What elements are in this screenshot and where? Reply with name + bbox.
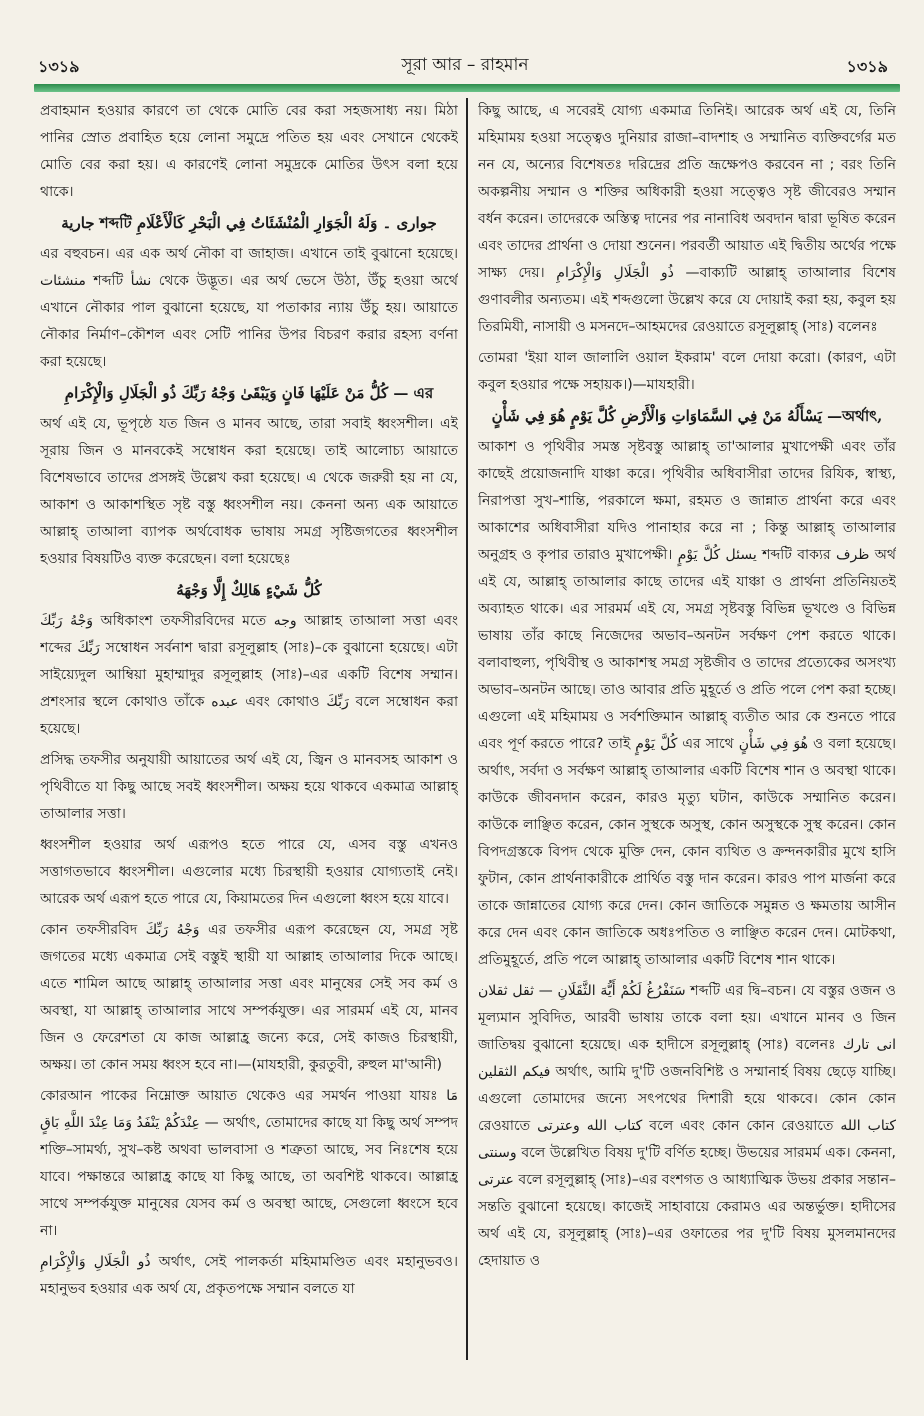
right-column (478, 98, 896, 1360)
paragraph: ذُو الْجَلَالِ وَالْإِكْرَامِ অর্থাৎ, সেই পালকর্তা মহিমামণ্ডিত এবং মহানুভবও। মহানুভব হওয়ার এক অর্থ যে, প্রকৃতপক্ষে সম্মান বলতে যা (40, 1254, 458, 1297)
arabic-verse: يَسْأَلُهُ مَنْ فِي السَّمَاوَاتِ وَالْأَرْضِ كُلَّ يَوْمٍ هُوَ فِي شَأْنٍ —অর্থাৎ, (491, 407, 883, 425)
paragraph: سَنَفْرُغُ لَكُمْ أَيُّهَ الثَّقَلَانِ — ثقل ثقلان শব্দটি এর দ্বি–বচন। যে বস্তুর ওজন ও মূল্যমান সুবিদিত, আরবী ভাষায় তাকে বলা হয়। এখানে মানব ও জিন জাতিদ্বয় বুঝানো হয়েছে। এক হাদীসে রসূলুল্লাহ্ (সাঃ) বলেনঃ انى تارك فيكم الثقلين অর্থাৎ, আমি দু'টি ওজনবিশিষ্ট ও সম্মানার্হ বিষয় ছেড়ে যাচ্ছি। এগুলো তোমাদের জন্যে সৎপথের দিশারী হয়ে থাকবে। কোন কোন রেওয়াতে كتاب الله وعترتى বলে এবং কোন কোন রেওয়াতে كتاب الله وسنتى বলে উল্লেখিত বিষয় দু'টি বর্ণিত হচ্ছে। উভয়ের সারমর্ম এক। কেননা, عترتى বলে রসূলুল্লাহ্ (সাঃ)–এর বংশগত ও আধ্যাত্মিক উভয় প্রকার সন্তান–সন্ততি বুঝানো হয়েছে। কাজেই সাহাবায়ে কেরামও এর অন্তর্ভুক্ত। হাদীসের অর্থ এই যে, রসূলুল্লাহ্ (সাঃ)–এর ওফাতের পর দু'টি বিষয় মুসলমানদের হেদায়াত ও (478, 983, 896, 1269)
paragraph: কোন তফসীরবিদ وَجْهُ رَبِّكَ এর তফসীর এরূপ করেছেন যে, সমগ্র সৃষ্ট জগতের মধ্যে একমাত্র সেই বস্তুই স্থায়ী যা আল্লাহ তাআলার দিকে আছে। এতে শামিল আছে আল্লাহ্ তাআলার সত্তা এবং মানুষের সেই সব কর্ম ও অবস্থা, যা আল্লাহ্ তাআলার সাথে সম্পর্কযুক্ত। এর সারমর্ম এই যে, মানব জিন ও ফেরেশতা যে কাজ আল্লাহ্র জন্যে করে, সেই কাজও চিরস্থায়ী, অক্ষয়। তা কোন সময় ধ্বংস হবে না।—(মাযহারী, কুরতুবী, রুহুল মা'আনী) (40, 922, 458, 1073)
header-rule (34, 84, 900, 92)
paragraph: অর্থ এই যে, ভূপৃষ্ঠে যত জিন ও মানব আছে, তারা সবাই ধ্বংসশীল। এই সূরায় জিন ও মানবকেই সম্বোধন করা হয়েছে। তাই আলোচ্য আয়াতে বিশেষভাবে তাদের প্রসঙ্গই উল্লেখ করা হয়েছে। এ থেকে জরুরী হয় না যে, আকাশ ও আকাশস্থিত সৃষ্ট বস্তু ধ্বংসশীল নয়। কেননা অন্য এক আয়াতে আল্লাহ্ তাআলা ব্যাপক অর্থবোধক ভাষায় সমগ্র সৃষ্টিজগতের ধ্বংসশীল হওয়ার বিষয়টিও ব্যক্ত করেছেন। বলা হয়েছেঃ (40, 416, 458, 567)
column-divider (466, 98, 468, 1360)
arabic-verse: جارية শব্দটি جوارى ۔ وَلَهُ الْجَوَارِ الْمُنْشَئَاتُ فِي الْبَحْرِ كَالْأَعْلَامِ (61, 214, 437, 232)
paragraph: কোরআন পাকের নিম্নোক্ত আয়াত থেকেও এর সমর্থন পাওয়া যায়ঃ مَا عِنْدَكُمْ يَنْفَدُ وَمَا عِنْدَ اللَّهِ بَاقٍ — অর্থাৎ, তোমাদের কাছে যা কিছু অর্থ সম্পদ শক্তি–সামর্থ্য, সুখ–কষ্ট অথবা ভালবাসা ও শত্রুতা আছে, সব নিঃশেষ হয়ে যাবে। পক্ষান্তরে আল্লাহ্র কাছে যা কিছু আছে, তা অবশিষ্ট থাকবে। আল্লাহ্র সাথে সম্পর্কযুক্ত মানুষের যেসব কর্ম ও অবস্থা আছে, সেগুলো ধ্বংসে হবে না। (40, 1088, 458, 1239)
paragraph: প্রসিদ্ধ তফসীর অনুযায়ী আয়াতের অর্থ এই যে, জ্বিন ও মানবসহ আকাশ ও পৃথিবীতে যা কিছু আছে সবই ধ্বংসশীল। অক্ষয় হয়ে থাকবে একমাত্র আল্লাহ্ তাআলার সত্তা। (40, 752, 458, 822)
page-number-right: ১৩১৯ (846, 57, 888, 76)
paragraph: প্রবাহমান হওয়ার কারণে তা থেকে মোতি বের করা সহজসাধ্য নয়। মিঠা পানির স্রোত প্রবাহিত হয়ে লোনা সমুদ্রে পতিত হয় এবং সেখানে থেকেই মোতি বের করা হয়। এ কারণেই লোনা সমুদ্রকে মোতির উৎস বলা হয়ে থাকে। (40, 103, 458, 200)
surah-title: সূরা আর – রাহমান (401, 55, 529, 75)
page-header (34, 44, 896, 84)
paragraph: এর বহুবচন। এর এক অর্থ নৌকা বা জাহাজ। এখানে তাই বুঝানো হয়েছে। منشئات শব্দটি نشأ থেকে উদ্ভূত। এর অর্থ ভেসে উঠা, উঁচু হওয়া অর্থে এখানে নৌকার পাল বুঝানো হয়েছে, যা পতাকার ন্যায় উঁচু হয়। আয়াতে নৌকার নির্মাণ–কৌশল এবং সেটি পানির উপর বিচরণ করার রহস্য বর্ণনা করা হয়েছে। (40, 246, 458, 370)
arabic-verse: كُلُّ شَيْءٍ هَالِكٌ إِلَّا وَجْهَهُ (176, 581, 322, 599)
arabic-verse: كُلُّ مَنْ عَلَيْهَا فَانٍ وَيَبْقَىٰ وَجْهُ رَبِّكَ ذُو الْجَلَالِ وَالْإِكْرَامِ — এর (64, 384, 434, 402)
left-column (40, 98, 458, 1360)
paragraph: কিছু আছে, এ সবেরই যোগ্য একমাত্র তিনিই। আরেক অর্থ এই যে, তিনি মহিমাময় হওয়া সত্ত্বেও দুনিয়ার রাজা–বাদশাহ ও সম্মানিত ব্যক্তিবর্গের মত নন যে, অন্যের বিশেষতঃ দরিদ্রের প্রতি ভ্রূক্ষেপও করবেন না ; বরং তিনি অকল্পনীয় সম্মান ও শক্তির অধিকারী হওয়া সত্ত্বেও সৃষ্ট জীবেরও সম্মান বর্ধন করেন। তাদেরকে অস্তিত্ব দানের পর নানাবিধ অবদান দ্বারা ভূষিত করেন এবং তাদের প্রার্থনা ও দোয়া শুনেন। পরবর্তী আয়াত এই দ্বিতীয় অর্থের পক্ষে সাক্ষ্য দেয়। ذُو الْجَلَالِ وَالْإِكْرَامِ —বাক্যটি আল্লাহ্ তাআলার বিশেষ গুণাবলীর অন্যতম। এই শব্দগুলো উল্লেখ করে যে দোয়াই করা হয়, কবুল হয় তিরমিযী, নাসায়ী ও মসনদে–আহমদের রেওয়াতে রসূলুল্লাহ্ (সাঃ) বলেনঃ (478, 103, 896, 335)
paragraph: আকাশ ও পৃথিবীর সমস্ত সৃষ্টবস্তু আল্লাহ্ তা'আলার মুখাপেক্ষী এবং তাঁর কাছেই প্রয়োজনাদি যাঞ্চা করে। পৃথিবীর অধিবাসীরা তাদের রিযিক, স্বাস্থ্য, নিরাপত্তা সুখ–শান্তি, পরকালে ক্ষমা, রহমত ও জান্নাত প্রার্থনা করে এবং আকাশের অধিবাসীরা যদিও পানাহার করে না ; কিন্তু আল্লাহ্ তাআলার অনুগ্রহ ও কৃপার তারাও মুখাপেক্ষী। يسئل كُلَّ يَوْمٍ শব্দটি বাক্যর ظرف অর্থ এই যে, আল্লাহ্ তাআলার কাছে তাদের এই যাঞ্চা ও প্রার্থনা প্রতিনিয়তই অব্যাহত থাকে। এর সারমর্ম এই যে, সমগ্র সৃষ্টবস্তু বিভিন্ন ভূখণ্ডে ও বিভিন্ন ভাষায় তাঁর কাছে নিজেদের অভাব–অনটন সর্বক্ষণ পেশ করতে থাকে। বলাবাহুল্য, পৃথিবীস্থ ও আকাশস্থ সমগ্র সৃষ্টজীব ও তাদের প্রত্যেকের অসংখ্য অভাব–অনটন আছে। তাও আবার প্রতি মুহূর্তে ও প্রতি পলে পেশ করা হচ্ছে। এগুলো এই মহিমাময় ও সর্বশক্তিমান আল্লাহ্ ব্যতীত আর কে শুনতে পারে এবং পূর্ণ করতে পারে? তাই كُلَّ يَوْمٍ এর সাথে هُوَ فِي شَأْنٍ ও বলা হয়েছে। অর্থাৎ, সর্বদা ও সর্বক্ষণ আল্লাহ্ তাআলার একটি বিশেষ শান ও অবস্থা থাকে। কাউকে জীবনদান করেন, কারও মৃত্যু ঘটান, কাউকে সম্মানিত করেন। কাউকে লাঞ্ছিত করেন, কোন সুস্থকে অসুস্থ, কোন অসুস্থকে সুস্থ করেন। কোন বিপদগ্রস্তকে বিপদ থেকে মুক্তি দেন, কোন ব্যথিত ও ক্রন্দনকারীর মুখে হাসি ফুটান, কোন প্রার্থনাকারীকে প্রার্থিত বস্তু দান করেন। কারও পাপ মার্জনা করে তাকে জান্নাতের যোগ্য করে দেন। কোন জাতিকে সমুন্নত ও ক্ষমতায় আসীন করে দেন এবং কোন জাতিকে অধঃপতিত ও লাঞ্ছিত করেন দেন। মোটকথা, প্রতিমুহূর্তে, প্রতি পলে আল্লাহ্ তাআলার একটি বিশেষ শান থাকে। (478, 439, 896, 968)
page-number-left: ১৩১৯ (38, 57, 80, 76)
paragraph: وَجْهُ رَبِّكَ অধিকাংশ তফসীরবিদের মতে وجه আল্লাহ তাআলা সত্তা এবং শব্দের رَبِّكَ সম্বোধন সর্বনাশ দ্বারা রসূলুল্লাহ (সাঃ)–কে বুঝানো হয়েছে। এটা সাইয়্যেদুল আম্বিয়া মুহাম্মাদুর রসূলুল্লাহ (সাঃ)–এর একটি বিশেষ সম্মান। প্রশংসার স্থলে কোথাও তাঁকে عبده এবং কোথাও رَبِّكَ বলে সম্বোধন করা হয়েছে। (40, 613, 458, 737)
paragraph: ধ্বংসশীল হওয়ার অর্থ এরূপও হতে পারে যে, এসব বস্তু এখনও সত্তাগতভাবে ধ্বংসশীল। এগুলোর মধ্যে চিরস্থায়ী হওয়ার যোগ্যতাই নেই। আরেক অর্থ এরূপ হতে পারে যে, কিয়ামতের দিন এগুলো ধ্বংস হয়ে যাবে। (40, 837, 458, 907)
paragraph: তোমরা 'ইয়া যাল জালালি ওয়াল ইকরাম' বলে দোয়া করো। (কারণ, এটা কবুল হওয়ার পক্ষে সহায়ক।)—মাযহারী। (478, 350, 896, 393)
